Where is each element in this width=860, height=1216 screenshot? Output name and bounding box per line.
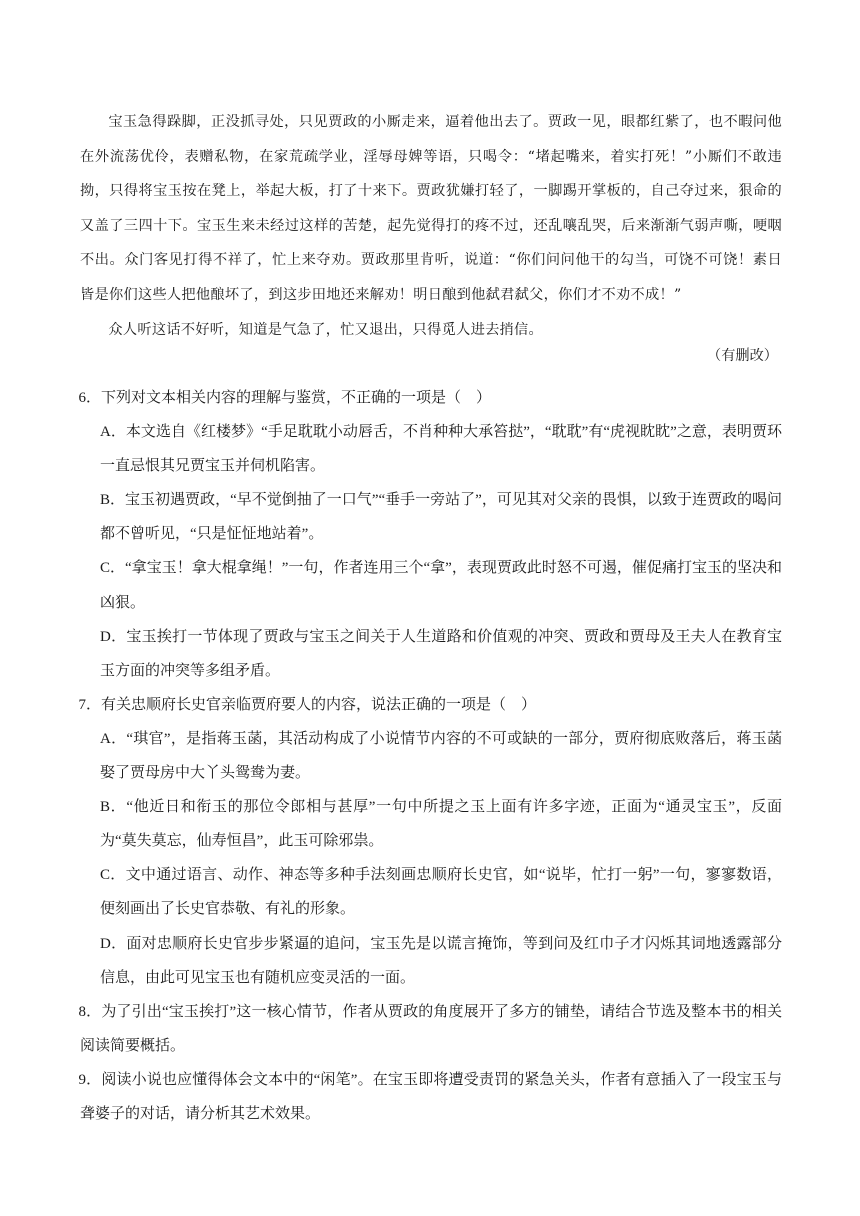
option-c: C．“拿宝玉！拿大棍拿绳！”一句，作者连用三个“拿”，表现贾政此时怒不可遏，催促痛打宝玉的坚决和凶狠。 [100,560,782,611]
option-d: D．面对忠顺府长史官步步紧逼的追问，宝玉先是以谎言掩饰，等到问及红巾子才闪烁其词地透露部分信息，由此可见宝玉也有随机应变灵活的一面。 [100,935,782,986]
source-note: （有删改） [707,348,778,364]
question-stem: 7．有关忠顺府长史官亲临贾府要人的内容，说法正确的一项是（ ） [78,696,537,713]
option-a: A．“琪官”，是指蒋玉菡，其活动构成了小说情节内容的不可或缺的一部分，贾府彻底败落后，蒋玉菡娶了贾母房中大丫头鸳鸯为妻。 [100,730,782,782]
option-c: C．文中通过语言、动作、神态等多种手法刻画忠顺府长史官，如“说毕，忙打一躬”一句，寥寥数语，便刻画出了长史官恭敬、有礼的形象。 [100,867,782,918]
option-b: B．宝玉初遇贾政，“早不觉倒抽了一口气”“垂手一旁站了”，可见其对父亲的畏惧，以致于连贾政的喝问都不曾听见，“只是怔怔地站着”。 [100,492,782,543]
option-d: D．宝玉挨打一节体现了贾政与宝玉之间关于人生道路和价值观的冲突、贾政和贾母及王夫人在教育宝玉方面的冲突等多组矛盾。 [100,628,782,679]
question-stem: 8．为了引出“宝玉挨打”这一核心情节，作者从贾政的角度展开了多方的铺垫，请结合节选及整本书的相关阅读简要概括。 [78,1003,782,1054]
question-8 [80,995,782,1063]
question-9 [80,1063,782,1131]
question-stem: 9．阅读小说也应懂得体会文本中的“闲笔”。在宝玉即将遭受责罚的紧急关头，作者有意插入了一段宝玉与聋婆子的对话，请分析其艺术效果。 [78,1071,782,1122]
passage-paragraph: 宝玉急得跺脚，正没抓寻处，只见贾政的小厮走来，逼着他出去了。贾政一见，眼都红紫了，也不暇问他在外流荡优伶，表赠私物，在家荒疏学业，淫辱母婢等语，只喝令：“堵起嘴来，着实打死！”小厮们不敢违拗，只得将宝玉按在凳上，举起大板，打了十来下。贾政犹嫌打轻了，一脚踢开掌板的，自己夺过来，狠命的又盖了三四十下。宝玉生来未经过这样的苦楚，起先觉得打的疼不过，还乱嚷乱哭，后来渐渐气弱声嘶，哽咽不出。众门客见打得不祥了，忙上来夺劝。贾政那里肯听，说道：“你们问问他干的勾当，可饶不可饶！素日皆是你们这些人把他酿坏了，到这步田地还来解劝！明日酿到他弑君弑父，你们才不劝不成！” [80,114,782,303]
question-list [80,381,782,1131]
passage-paragraph: 众人听这话不好听，知道是气急了，忙又退出，只得觅人进去捎信。 [108,321,544,338]
question-stem: 6．下列对文本相关内容的理解与鉴赏，不正确的一项是（ ） [78,390,492,406]
reading-passage [80,105,782,347]
option-a: A．本文选自《红楼梦》“手足耽耽小动唇舌，不肖种种大承笞挞”，“耽耽”有“虎视眈眈”之意，表明贾环一直忌恨其兄贾宝玉并伺机陷害。 [100,424,782,475]
question-6 [80,381,782,688]
question-7 [80,688,782,995]
option-b: B．“他近日和衔玉的那位令郎相与甚厚”一句中所提之玉上面有许多字迹，正面为“通灵宝玉”，反面为“莫失莫忘，仙寿恒昌”，此玉可除邪祟。 [100,799,782,850]
